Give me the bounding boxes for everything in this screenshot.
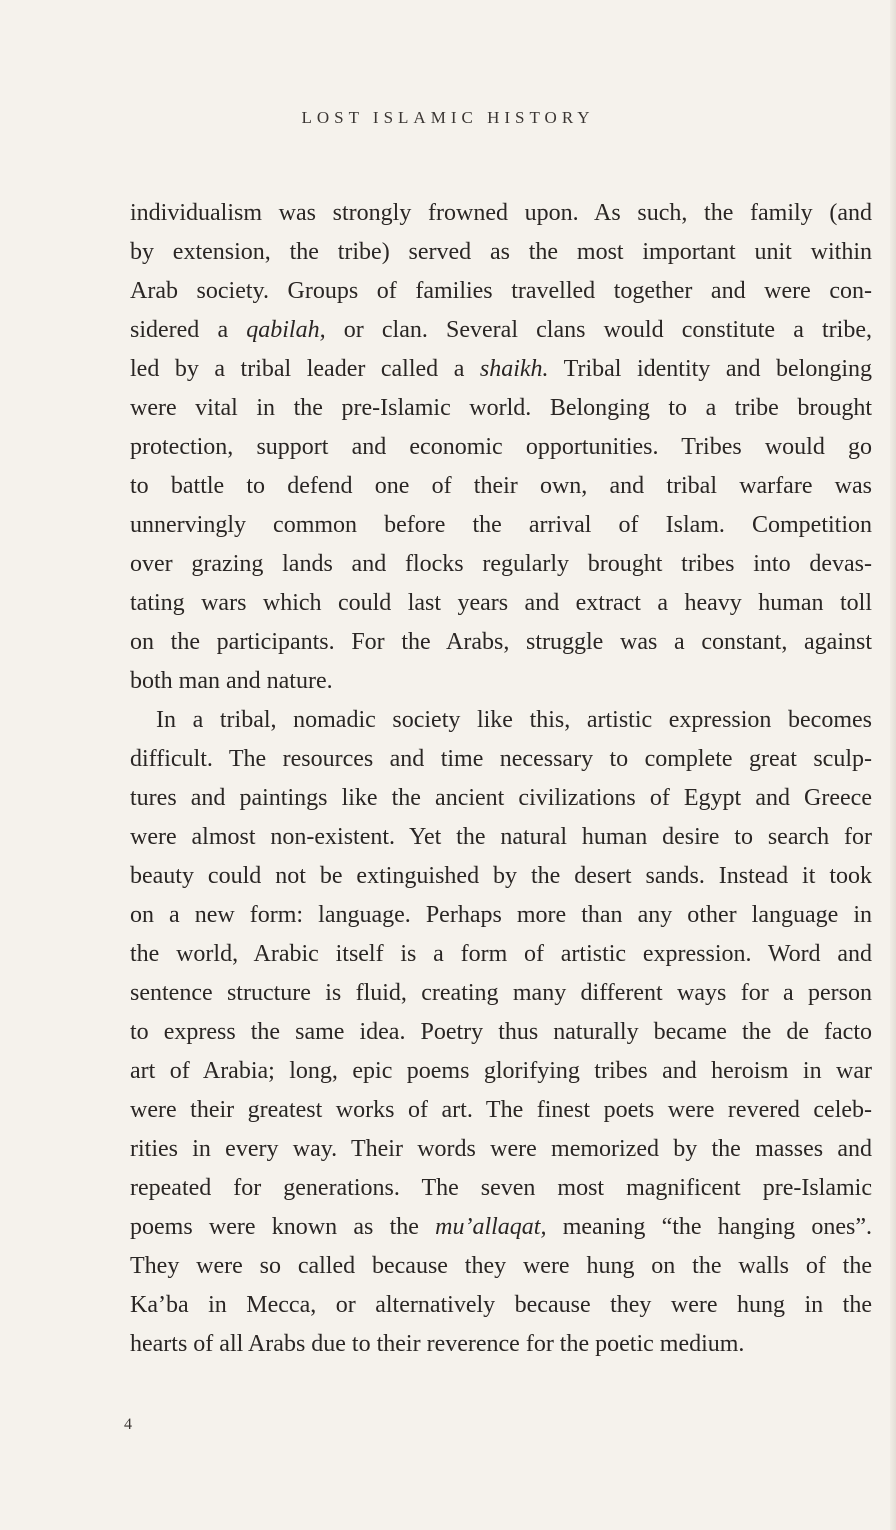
text-line: were vital in the pre-Islamic world. Belonging to a tribe brought xyxy=(130,395,872,421)
text-line: individualism was strongly frowned upon. As such, the family (and xyxy=(130,200,872,226)
italic-term: shaikh. xyxy=(479,356,549,382)
text-line: repeated for generations. The seven most magnificent pre-Islamic xyxy=(130,1175,872,1201)
text-line: tures and paintings like the ancient civilizations of Egypt and Greece xyxy=(130,785,872,811)
text-line: on the participants. For the Arabs, struggle was a constant, against xyxy=(130,629,872,655)
italic-term: mu’allaqat, xyxy=(435,1214,547,1240)
text-line: difficult. The resources and time necessary to complete great sculp- xyxy=(130,746,872,772)
text-line: to express the same idea. Poetry thus naturally became the de facto xyxy=(130,1019,872,1045)
text-line: sidered a qabilah, or clan. Several clans would constitute a tribe, xyxy=(130,317,872,343)
text-line: the world, Arabic itself is a form of artistic expression. Word and xyxy=(130,941,872,967)
text-line: rities in every way. Their words were memorized by the masses and xyxy=(130,1136,872,1162)
text-line: on a new form: language. Perhaps more than any other language in xyxy=(130,902,872,928)
paragraph xyxy=(130,194,872,701)
body-text xyxy=(130,194,872,1364)
text-line: beauty could not be extinguished by the desert sands. Instead it took xyxy=(130,863,872,889)
text-line: sentence structure is fluid, creating many different ways for a person xyxy=(130,980,872,1006)
text-line: both man and nature. xyxy=(130,668,333,694)
paragraph xyxy=(130,701,872,1364)
text-line: were almost non-existent. Yet the natural human desire to search for xyxy=(130,824,872,850)
page-number: 4 xyxy=(124,1416,132,1433)
text-line: protection, support and economic opportunities. Tribes would go xyxy=(130,434,872,460)
text-line: Ka’ba in Mecca, or alternatively because they were hung in the xyxy=(130,1292,872,1318)
text-line: were their greatest works of art. The finest poets were revered celeb- xyxy=(130,1097,872,1123)
text-line: In a tribal, nomadic society like this, artistic expression becomes xyxy=(156,707,872,733)
text-line: to battle to defend one of their own, and tribal warfare was xyxy=(130,473,872,499)
text-line: hearts of all Arabs due to their reverence for the poetic medium. xyxy=(130,1331,745,1357)
text-line: over grazing lands and flocks regularly brought tribes into devas- xyxy=(130,551,872,577)
running-head: LOST ISLAMIC HISTORY xyxy=(301,108,595,127)
text-line: poems were known as the mu’allaqat, meaning “the hanging ones”. xyxy=(130,1214,873,1240)
italic-term: qabilah, xyxy=(246,317,326,343)
text-line: led by a tribal leader called a shaikh. Tribal identity and belonging xyxy=(130,356,873,382)
text-line: tating wars which could last years and extract a heavy human toll xyxy=(130,590,872,616)
text-line: They were so called because they were hung on the walls of the xyxy=(130,1253,872,1279)
text-line: art of Arabia; long, epic poems glorifying tribes and heroism in war xyxy=(130,1058,872,1084)
page-edge-shadow xyxy=(890,0,896,1530)
text-line: Arab society. Groups of families travelled together and were con- xyxy=(130,278,872,304)
text-line: by extension, the tribe) served as the most important unit within xyxy=(130,239,872,265)
text-line: unnervingly common before the arrival of Islam. Competition xyxy=(130,512,872,538)
